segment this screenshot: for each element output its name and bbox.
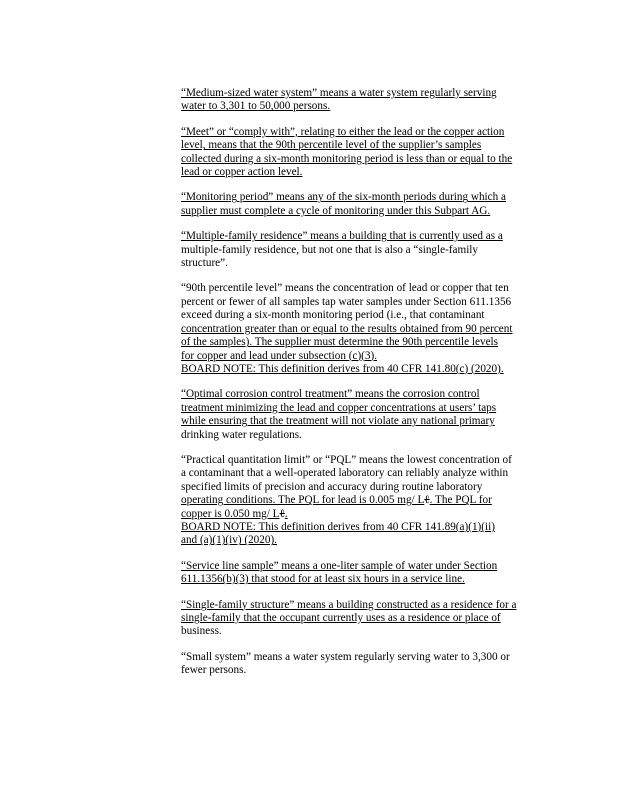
text-segment: drinking water regulations. xyxy=(181,428,302,441)
text-segment: while ensuring that the treatment will not violate any national primary xyxy=(181,415,495,428)
text-line xyxy=(181,296,539,309)
text-segment: operating conditions. The PQL for lead is 0.005 mg/ L xyxy=(181,494,425,507)
definition-paragraph xyxy=(181,651,539,678)
text-line xyxy=(181,336,539,349)
text-segment: “Multiple-family residence” means a building that is currently used as a xyxy=(181,230,503,243)
definition-paragraph xyxy=(181,282,539,376)
text-segment: BOARD NOTE: This definition derives from 40 CFR 141.80(c) (2020). xyxy=(181,362,504,375)
definition-paragraph xyxy=(181,560,539,587)
text-segment: single-family that the occupant currently uses as a residence or place of xyxy=(181,612,501,624)
text-line xyxy=(181,415,539,428)
text-line xyxy=(181,153,539,166)
text-segment: copper is 0.050 mg/ L xyxy=(181,507,280,520)
text-segment: for copper and lead under subsection (c)(3). xyxy=(181,349,378,362)
text-segment: structure”. xyxy=(181,257,228,270)
text-segment: “90th percentile level” means the concentration of lead or copper that ten xyxy=(181,282,509,295)
text-segment: “Optimal corrosion control treatment” means the corrosion control xyxy=(181,388,480,401)
text-line xyxy=(181,191,539,204)
text-segment: specified limits of precision and accuracy during routine laboratory xyxy=(181,480,483,493)
text-line xyxy=(181,612,539,625)
text-line xyxy=(181,560,539,573)
struck-text: ℓ xyxy=(279,507,285,520)
text-line xyxy=(181,508,539,521)
text-line xyxy=(181,282,539,295)
text-line xyxy=(181,651,539,664)
definition-paragraph xyxy=(181,191,539,218)
text-segment: collected during a six-month monitoring period is less than or equal to the xyxy=(181,152,513,165)
text-segment: treatment minimizing the lead and copper concentrations at users’ taps xyxy=(181,401,497,414)
text-segment: a contaminant that a well-operated laboratory can reliably analyze within xyxy=(181,467,509,480)
definition-paragraph xyxy=(181,454,539,548)
text-segment: “Service line sample” means a one-liter sample of water under Section xyxy=(181,559,498,572)
text-segment: “Meet” or “comply with”, relating to either the lead or the copper action xyxy=(181,125,505,138)
text-line xyxy=(181,494,539,507)
text-line xyxy=(181,402,539,415)
text-segment: BOARD NOTE: This definition derives from 40 CFR 141.89(a)(1)(ii) xyxy=(181,520,495,533)
text-segment: “Small system” means a water system regularly serving water to 3,300 or xyxy=(181,650,510,663)
definition-paragraph xyxy=(181,388,539,442)
text-segment: supplier must complete a cycle of monitoring under this Subpart AG. xyxy=(181,204,491,217)
text-line xyxy=(181,454,539,467)
text-line xyxy=(181,481,539,494)
definition-paragraph xyxy=(181,599,539,639)
text-segment: “Medium-sized water system” means a water system regularly serving xyxy=(181,87,497,99)
text-segment: “Monitoring period” means any of the six-month periods during which a xyxy=(181,191,506,204)
text-line xyxy=(181,205,539,218)
text-segment: 611.1356(b)(3) that stood for at least six hours in a service line. xyxy=(181,573,465,586)
text-segment: percent or fewer of all samples tap water samples under Section 611.1356 xyxy=(181,295,512,308)
text-line xyxy=(181,363,539,376)
definition-paragraph xyxy=(181,230,539,270)
text-line xyxy=(181,244,539,257)
text-segment: and (a)(1)(iv) (2020). xyxy=(181,534,277,547)
text-segment: multiple-family residence, but not one that is also a “single-family xyxy=(181,243,479,256)
text-line xyxy=(181,664,539,677)
text-line xyxy=(181,309,539,322)
text-segment: level, means that the 90th percentile level of the supplier’s samples xyxy=(181,139,482,152)
text-segment: water to 3,301 to 50,000 persons. xyxy=(181,100,331,113)
text-segment: fewer persons. xyxy=(181,664,247,677)
text-line xyxy=(181,599,539,612)
text-line xyxy=(181,166,539,179)
text-segment: lead or copper action level. xyxy=(181,166,303,179)
text-segment: “Single-family structure” means a building constructed as a residence for a xyxy=(181,598,517,611)
text-segment: concentration greater than or equal to the results obtained from 90 percent xyxy=(181,322,513,335)
text-line xyxy=(181,388,539,401)
text-line xyxy=(181,126,539,139)
text-segment: . xyxy=(284,507,288,520)
text-line xyxy=(181,429,539,442)
text-line xyxy=(181,323,539,336)
text-line xyxy=(181,139,539,152)
text-segment: “Practical quantitation limit” or “PQL” means the lowest concentration of xyxy=(181,453,512,466)
text-segment: . The PQL for xyxy=(429,494,492,507)
text-segment: of the samples). The supplier must determine the 90th percentile levels xyxy=(181,336,498,349)
definition-paragraph xyxy=(181,87,539,114)
text-line xyxy=(181,521,539,534)
text-line xyxy=(181,625,539,638)
text-line xyxy=(181,257,539,270)
text-line xyxy=(181,350,539,363)
text-line xyxy=(181,573,539,586)
text-line xyxy=(181,87,539,100)
definitions-text-block xyxy=(181,87,539,690)
struck-text: ℓ xyxy=(424,494,430,507)
text-line xyxy=(181,100,539,113)
definition-paragraph xyxy=(181,126,539,180)
text-line xyxy=(181,467,539,480)
text-segment: exceed during a six-month monitoring period (i.e., that contaminant xyxy=(181,309,485,322)
text-line xyxy=(181,534,539,547)
text-line xyxy=(181,230,539,243)
text-segment: business. xyxy=(181,625,222,638)
